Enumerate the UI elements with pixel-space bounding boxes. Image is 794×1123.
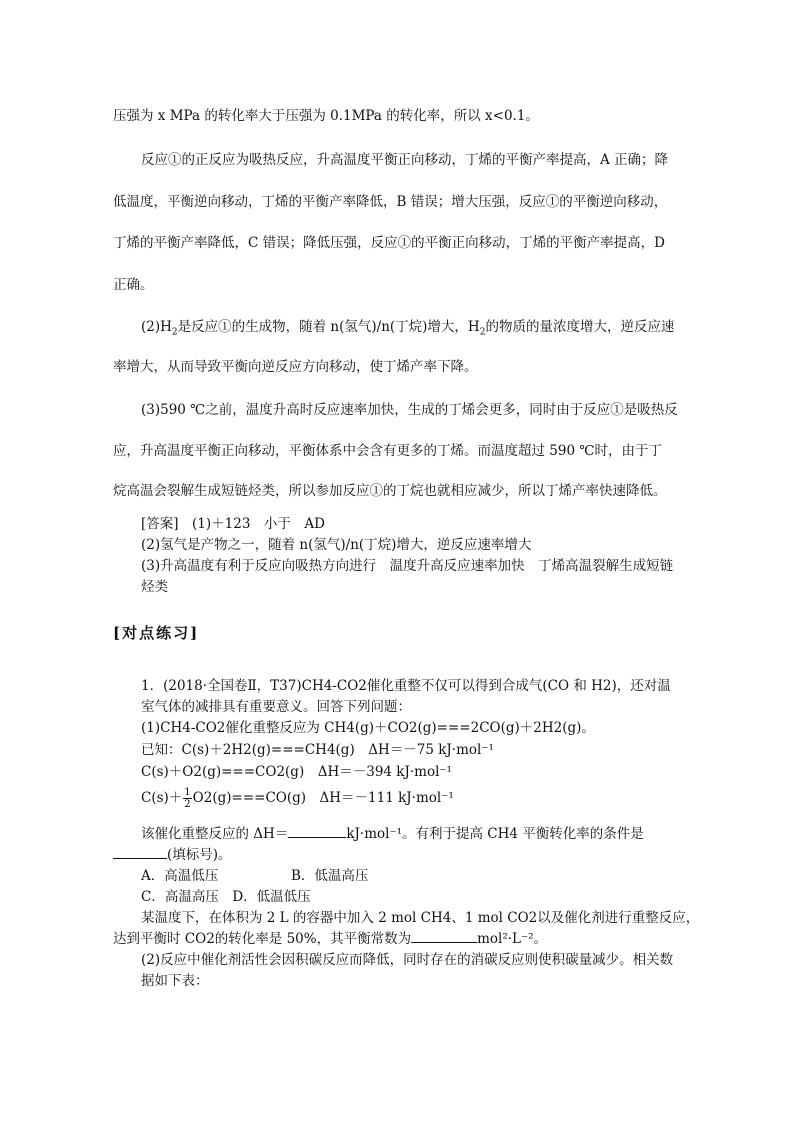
text-fragment: C(s)＋ xyxy=(141,790,183,806)
fraction-numerator: 1 xyxy=(184,787,191,798)
explanation-line-4: 丁烯的平衡产率降低，C 错误；降低压强，反应①的平衡正向移动，丁烯的平衡产率提高，D xyxy=(113,235,665,251)
known-equation-1: 已知：C(s)＋2H2(g)===CH4(g) ΔH＝－75 kJ·mol⁻¹ xyxy=(141,742,494,758)
answer-blank-equilibrium-constant[interactable] xyxy=(411,930,477,943)
explanation-line-7: 率增大，从而导致平衡向逆反应方向移动，使丁烯产率下降。 xyxy=(113,359,478,375)
option-a: A．高温低压 xyxy=(141,868,219,884)
explanation-line-2: 反应①的正反应为吸热反应，升高温度平衡正向移动，丁烯的平衡产率提高，A 正确；降 xyxy=(141,152,669,168)
text-fragment: kJ·mol⁻¹。有利于提高 CH4 平衡转化率的条件是 xyxy=(346,826,644,842)
text-fragment: (2)H xyxy=(141,319,172,335)
text-fragment: O2(g)===CO(g) ΔH＝－111 kJ·mol⁻¹ xyxy=(192,790,454,806)
answer-blank-delta-h[interactable] xyxy=(288,825,346,838)
known-equation-3 xyxy=(113,784,709,812)
explanation-line-5: 正确。 xyxy=(113,277,154,293)
option-b: B．低温高压 xyxy=(291,868,369,884)
section-heading: [对点练习] xyxy=(113,624,200,642)
explanation-line-10: 烷高温会裂解生成短链烃类，所以参加反应①的丁烷也就相应减少，所以丁烯产率快速降低。 xyxy=(113,483,667,499)
explanation-line-3: 低温度，平衡逆向移动，丁烯的平衡产率降低，B 错误；增大压强，反应①的平衡逆向移动， xyxy=(113,194,668,210)
fraction-denominator: 2 xyxy=(184,799,191,810)
question-intro: 1．(2018·全国卷Ⅱ，T37)CH4-CO2催化重整不仅可以得到合成气(CO 和 H2)，还对温室气体的减排具有重要意义。回答下列问题： xyxy=(141,678,671,715)
text-fragment: (填标号)。 xyxy=(167,847,232,863)
explanation-line-9: 应，升高温度平衡正向移动，平衡体系中会含有更多的丁烯。而温度超过 590 ℃时，由于丁 xyxy=(113,443,662,459)
text-fragment: 该催化重整反应的 ΔH＝ xyxy=(141,826,289,842)
question-ask-line xyxy=(113,824,709,845)
explanation-line-6: $(2)H_2$是反应①的生成物，随着 n(氢气)/n(丁烷)增大，$H_2$的物质的量浓度增大，逆反应速 xyxy=(141,319,675,338)
answer-blank-condition[interactable] xyxy=(113,846,167,859)
text-fragment: 达到平衡时 CO2的转化率是 50%，其平衡常数为 xyxy=(113,931,412,947)
explanation-line-1: 压强为 x MPa 的转化率大于压强为 0.1MPa 的转化率，所以 x<0.1。 xyxy=(113,108,539,124)
text-fragment: mol²·L⁻²。 xyxy=(477,931,548,947)
condition-line-1: 某温度下，在体积为 2 L 的容器中加入 2 mol CH4、1 mol CO2以及催化剂进行重整反应， xyxy=(141,910,700,926)
text-fragment: 的物质的量浓度增大，逆反应速 xyxy=(485,319,675,335)
options-line-2: C．高温高压 D．低温低压 xyxy=(141,889,311,905)
question-ask-line-2 xyxy=(113,845,681,866)
options-line-1 xyxy=(113,866,709,887)
question-part-2: (2)反应中催化剂活性会因积碳反应而降低，同时存在的消碳反应则使积碳量减少。相关数据如下表： xyxy=(141,952,674,989)
question-part-1: (1)CH4-CO2催化重整反应为 CH4(g)＋CO2(g)===2CO(g)＋2H2(g)。 xyxy=(141,720,595,736)
answer-line-2: (2)氢气是产物之一，随着 n(氢气)/n(丁烷)增大，逆反应速率增大 xyxy=(141,537,532,553)
text-fragment: 是反应①的生成物，随着 n(氢气)/n(丁烷)增大，H xyxy=(177,319,480,335)
answer-line-1: [答案] (1)＋123 小于 AD xyxy=(141,516,325,532)
explanation-line-8: (3)590 ℃之前，温度升高时反应速率加快，生成的丁烯会更多，同时由于反应①是吸热反 xyxy=(141,402,678,418)
answer-line-3: (3)升高温度有利于反应向吸热方向进行 温度升高反应速率加快 丁烯高温裂解生成短链烃类 xyxy=(141,558,674,595)
fraction xyxy=(183,787,191,810)
condition-line-2 xyxy=(113,929,681,950)
known-equation-2: C(s)＋O2(g)===CO2(g) ΔH＝－394 kJ·mol⁻¹ xyxy=(141,764,452,780)
